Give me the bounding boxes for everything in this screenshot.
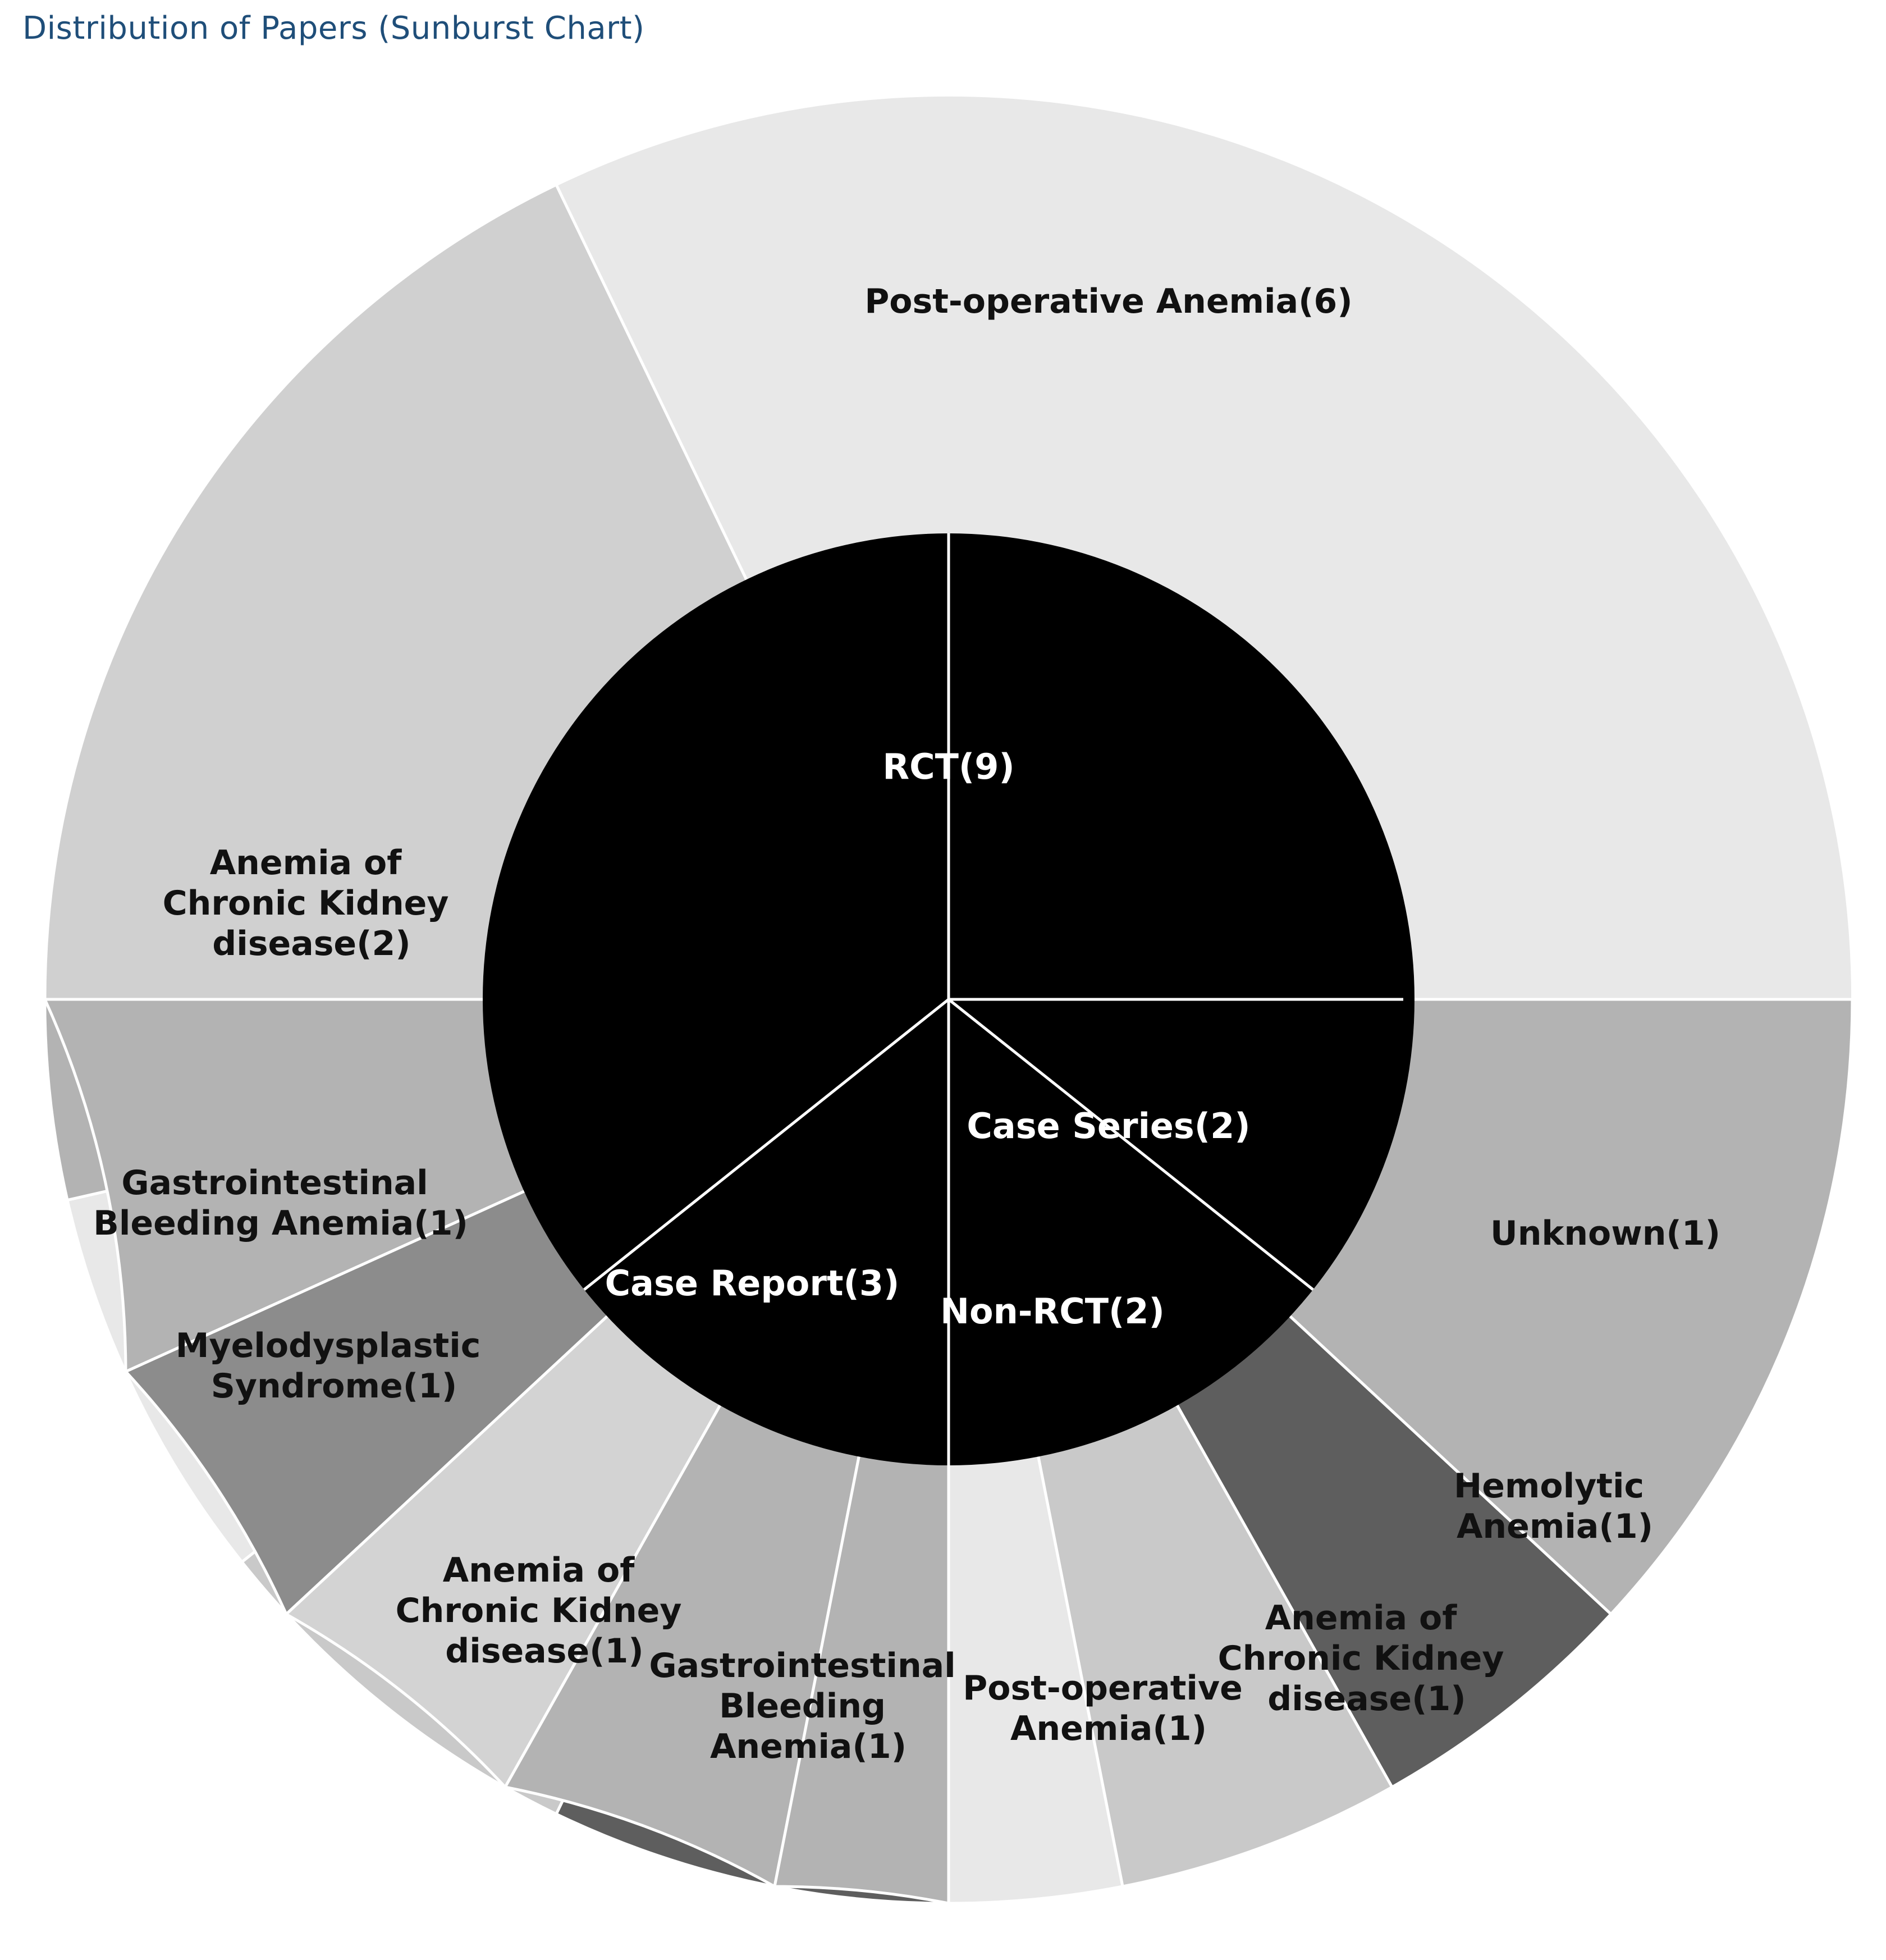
gib-left-line-2: Bleeding Anemia(1) [93, 1203, 468, 1243]
outer-label-unknown-1 [1490, 1214, 1720, 1253]
gib-bottom-line-1: Gastrointestinal [649, 1646, 956, 1685]
outer-label-post-operative-anemia-6 [864, 282, 1352, 321]
inner-label-case-report: Case Report(3) [605, 1263, 900, 1304]
ckd2-line-1: Anemia of [209, 843, 402, 883]
gib-bottom-line-3: Anemia(1) [709, 1726, 907, 1766]
sunburst-final [45, 95, 1853, 1903]
mds-line-2: Syndrome(1) [210, 1366, 457, 1406]
inner-label-non-rct: Non-RCT(2) [940, 1291, 1165, 1332]
poa1-line-1: Post-operative [963, 1668, 1243, 1708]
ckd2-line-2: Chronic Kidney [162, 883, 449, 923]
ckd-lr-line-1: Anemia of [1265, 1598, 1457, 1638]
sunburst-chart [0, 67, 1886, 1960]
ckd-ll-line-3: disease(1) [445, 1631, 644, 1671]
ckd2-line-3: disease(2) [212, 924, 411, 963]
sunburst-svg [0, 67, 1886, 1960]
inner-label-rct: RCT(9) [882, 746, 1015, 788]
gib-left-line-1: Gastrointestinal [121, 1163, 428, 1203]
ckd-lr-line-3: disease(1) [1267, 1679, 1466, 1719]
inner-label-case-series: Case Series(2) [967, 1105, 1251, 1147]
hemolytic-line-2: Anemia(1) [1456, 1506, 1654, 1546]
poa1-line-2: Anemia(1) [1010, 1708, 1207, 1748]
gib-bottom-line-2: Bleeding [719, 1686, 886, 1726]
mds-line-1: Myelodysplastic [175, 1326, 481, 1365]
outer-label-post-operative-anemia-6-line1: Post-operative Anemia(6) [864, 281, 1353, 321]
ckd-lr-line-2: Chronic Kidney [1217, 1638, 1504, 1678]
hemolytic-line-1: Hemolytic [1453, 1466, 1645, 1506]
ckd-ll-line-1: Anemia of [442, 1550, 635, 1590]
ckd-ll-line-2: Chronic Kidney [395, 1591, 682, 1630]
page-title: Distribution of Papers (Sunburst Chart) [22, 10, 645, 47]
outer-label-unknown-1-line1: Unknown(1) [1490, 1213, 1721, 1253]
